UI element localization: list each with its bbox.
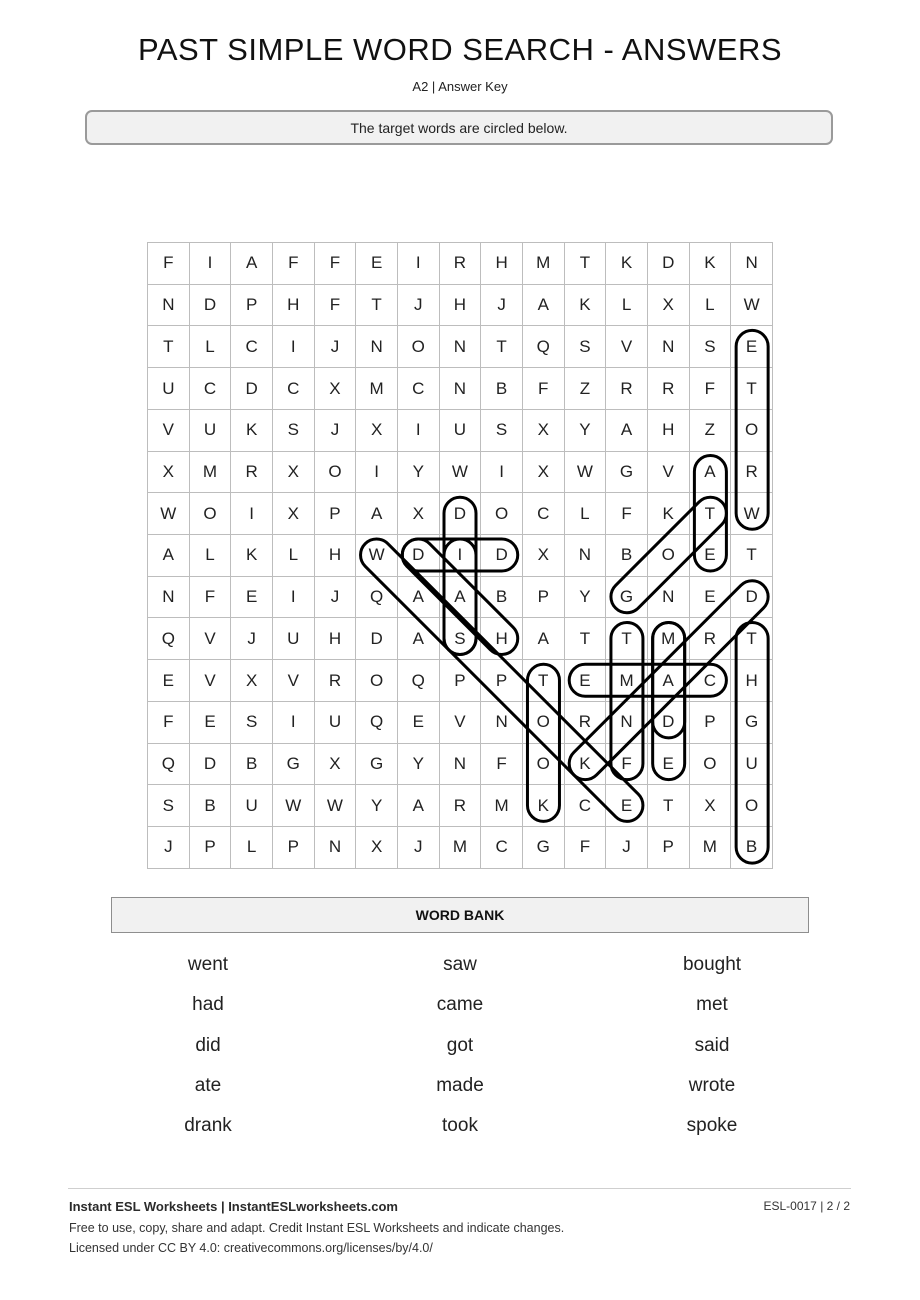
grid-cell: X bbox=[689, 785, 731, 827]
grid-cell: R bbox=[314, 660, 356, 702]
grid-cell: U bbox=[189, 409, 231, 451]
grid-cell: H bbox=[272, 284, 314, 326]
grid-cell: L bbox=[606, 284, 648, 326]
grid-cell: I bbox=[272, 576, 314, 618]
grid-cell: G bbox=[731, 701, 773, 743]
word-bank-word: said bbox=[694, 1034, 730, 1056]
grid-cell: I bbox=[272, 701, 314, 743]
grid-cell: A bbox=[689, 451, 731, 493]
grid-cell: I bbox=[481, 451, 523, 493]
grid-cell: V bbox=[148, 409, 190, 451]
grid-cell: N bbox=[439, 743, 481, 785]
grid-cell: J bbox=[314, 576, 356, 618]
letter-grid-table bbox=[147, 242, 773, 869]
footer-divider bbox=[68, 1188, 851, 1189]
grid-cell: O bbox=[731, 409, 773, 451]
grid-cell: C bbox=[689, 660, 731, 702]
grid-cell: O bbox=[522, 743, 564, 785]
grid-cell: F bbox=[272, 243, 314, 285]
grid-cell: H bbox=[647, 409, 689, 451]
grid-cell: K bbox=[647, 493, 689, 535]
grid-cell: M bbox=[647, 618, 689, 660]
grid-cell: F bbox=[606, 493, 648, 535]
word-search-grid bbox=[147, 242, 773, 868]
grid-cell: I bbox=[189, 243, 231, 285]
grid-cell: F bbox=[481, 743, 523, 785]
grid-cell: W bbox=[356, 535, 398, 577]
word-bank-word: met bbox=[696, 994, 728, 1016]
grid-cell: H bbox=[481, 618, 523, 660]
grid-cell: N bbox=[356, 326, 398, 368]
grid-row bbox=[148, 284, 773, 326]
grid-cell: F bbox=[606, 743, 648, 785]
grid-cell: B bbox=[189, 785, 231, 827]
footer-license-line: Free to use, copy, share and adapt. Credit Instant ESL Worksheets and indicate changes. bbox=[69, 1221, 565, 1235]
grid-row bbox=[148, 326, 773, 368]
grid-cell: H bbox=[481, 243, 523, 285]
grid-row bbox=[148, 576, 773, 618]
grid-cell: Y bbox=[564, 409, 606, 451]
grid-cell: B bbox=[481, 576, 523, 618]
grid-cell: L bbox=[189, 535, 231, 577]
footer-brand: Instant ESL Worksheets | InstantESLworksheets.com bbox=[69, 1199, 398, 1214]
grid-cell: A bbox=[522, 284, 564, 326]
grid-cell: T bbox=[731, 535, 773, 577]
grid-cell: S bbox=[148, 785, 190, 827]
grid-cell: O bbox=[522, 701, 564, 743]
grid-cell: P bbox=[231, 284, 273, 326]
grid-row bbox=[148, 535, 773, 577]
grid-cell: O bbox=[647, 535, 689, 577]
grid-cell: L bbox=[564, 493, 606, 535]
grid-cell: S bbox=[231, 701, 273, 743]
grid-cell: Y bbox=[397, 451, 439, 493]
grid-cell: W bbox=[272, 785, 314, 827]
grid-row bbox=[148, 493, 773, 535]
grid-cell: O bbox=[689, 743, 731, 785]
grid-cell: M bbox=[689, 827, 731, 869]
grid-cell: J bbox=[481, 284, 523, 326]
grid-cell: V bbox=[189, 660, 231, 702]
grid-cell: E bbox=[689, 576, 731, 618]
grid-cell: K bbox=[231, 409, 273, 451]
grid-cell: Q bbox=[397, 660, 439, 702]
grid-cell: U bbox=[314, 701, 356, 743]
grid-row bbox=[148, 827, 773, 869]
grid-cell: T bbox=[356, 284, 398, 326]
grid-cell: Z bbox=[564, 368, 606, 410]
grid-cell: A bbox=[397, 785, 439, 827]
grid-cell: N bbox=[481, 701, 523, 743]
grid-cell: C bbox=[522, 493, 564, 535]
grid-cell: A bbox=[397, 576, 439, 618]
grid-cell: G bbox=[272, 743, 314, 785]
grid-cell: G bbox=[606, 576, 648, 618]
grid-cell: O bbox=[189, 493, 231, 535]
grid-cell: F bbox=[148, 701, 190, 743]
grid-cell: S bbox=[439, 618, 481, 660]
grid-row bbox=[148, 243, 773, 285]
grid-cell: N bbox=[148, 284, 190, 326]
grid-row bbox=[148, 618, 773, 660]
instruction-text: The target words are circled below. bbox=[350, 119, 568, 136]
grid-cell: Q bbox=[148, 618, 190, 660]
grid-cell: Q bbox=[356, 701, 398, 743]
grid-cell: M bbox=[522, 243, 564, 285]
grid-cell: Q bbox=[356, 576, 398, 618]
word-bank-title: WORD BANK bbox=[415, 907, 505, 923]
grid-cell: X bbox=[522, 535, 564, 577]
grid-row bbox=[148, 409, 773, 451]
page-subtitle: A2 | Answer Key bbox=[412, 79, 508, 94]
word-bank-word: had bbox=[192, 994, 224, 1016]
grid-cell: W bbox=[148, 493, 190, 535]
grid-cell: G bbox=[606, 451, 648, 493]
grid-cell: H bbox=[439, 284, 481, 326]
grid-cell: S bbox=[689, 326, 731, 368]
grid-cell: L bbox=[231, 827, 273, 869]
grid-cell: Y bbox=[397, 743, 439, 785]
grid-cell: F bbox=[314, 284, 356, 326]
grid-cell: R bbox=[647, 368, 689, 410]
word-bank-word: wrote bbox=[688, 1075, 736, 1097]
grid-cell: O bbox=[314, 451, 356, 493]
grid-cell: X bbox=[522, 409, 564, 451]
grid-cell: V bbox=[189, 618, 231, 660]
grid-cell: A bbox=[397, 618, 439, 660]
grid-row bbox=[148, 701, 773, 743]
grid-cell: N bbox=[647, 576, 689, 618]
word-bank-word: got bbox=[446, 1034, 474, 1056]
grid-cell: K bbox=[606, 243, 648, 285]
grid-cell: D bbox=[356, 618, 398, 660]
grid-cell: P bbox=[481, 660, 523, 702]
grid-row bbox=[148, 660, 773, 702]
grid-cell: V bbox=[606, 326, 648, 368]
grid-cell: I bbox=[272, 326, 314, 368]
grid-cell: J bbox=[606, 827, 648, 869]
grid-cell: X bbox=[272, 493, 314, 535]
grid-cell: I bbox=[397, 243, 439, 285]
grid-cell: D bbox=[189, 743, 231, 785]
grid-cell: F bbox=[689, 368, 731, 410]
grid-cell: T bbox=[606, 618, 648, 660]
grid-cell: J bbox=[148, 827, 190, 869]
grid-cell: S bbox=[564, 326, 606, 368]
grid-cell: C bbox=[397, 368, 439, 410]
grid-cell: A bbox=[148, 535, 190, 577]
grid-cell: D bbox=[231, 368, 273, 410]
grid-cell: C bbox=[231, 326, 273, 368]
grid-cell: K bbox=[522, 785, 564, 827]
grid-cell: M bbox=[481, 785, 523, 827]
grid-cell: T bbox=[647, 785, 689, 827]
grid-cell: T bbox=[148, 326, 190, 368]
grid-cell: R bbox=[439, 243, 481, 285]
word-bank-word: took bbox=[442, 1115, 478, 1137]
grid-cell: B bbox=[481, 368, 523, 410]
grid-cell: Q bbox=[148, 743, 190, 785]
word-bank-row bbox=[82, 1106, 838, 1146]
grid-cell: W bbox=[731, 493, 773, 535]
grid-cell: E bbox=[356, 243, 398, 285]
grid-cell: I bbox=[397, 409, 439, 451]
grid-cell: Q bbox=[522, 326, 564, 368]
word-bank-row bbox=[82, 985, 838, 1025]
grid-cell: W bbox=[731, 284, 773, 326]
footer-page-id: ESL-0017 | 2 / 2 bbox=[763, 1199, 850, 1213]
word-bank-word: bought bbox=[682, 954, 742, 976]
instruction-box bbox=[85, 110, 833, 145]
word-bank-word: came bbox=[436, 994, 484, 1016]
grid-cell: K bbox=[689, 243, 731, 285]
grid-cell: G bbox=[522, 827, 564, 869]
grid-cell: P bbox=[522, 576, 564, 618]
grid-cell: E bbox=[606, 785, 648, 827]
grid-cell: J bbox=[314, 409, 356, 451]
grid-cell: R bbox=[439, 785, 481, 827]
grid-cell: J bbox=[314, 326, 356, 368]
grid-cell: N bbox=[647, 326, 689, 368]
grid-cell: E bbox=[689, 535, 731, 577]
grid-cell: O bbox=[356, 660, 398, 702]
grid-row bbox=[148, 743, 773, 785]
grid-cell: N bbox=[731, 243, 773, 285]
grid-cell: J bbox=[397, 284, 439, 326]
grid-cell: N bbox=[148, 576, 190, 618]
word-bank-header bbox=[111, 897, 809, 933]
grid-cell: J bbox=[231, 618, 273, 660]
grid-cell: R bbox=[564, 701, 606, 743]
grid-cell: K bbox=[564, 284, 606, 326]
grid-cell: S bbox=[272, 409, 314, 451]
grid-cell: X bbox=[356, 827, 398, 869]
word-bank-word: drank bbox=[184, 1115, 232, 1137]
grid-cell: P bbox=[647, 827, 689, 869]
grid-cell: D bbox=[731, 576, 773, 618]
grid-cell: O bbox=[731, 785, 773, 827]
grid-cell: O bbox=[397, 326, 439, 368]
grid-cell: F bbox=[148, 243, 190, 285]
grid-cell: S bbox=[481, 409, 523, 451]
grid-cell: U bbox=[231, 785, 273, 827]
grid-cell: O bbox=[481, 493, 523, 535]
grid-cell: D bbox=[647, 243, 689, 285]
grid-cell: E bbox=[397, 701, 439, 743]
grid-cell: A bbox=[231, 243, 273, 285]
grid-cell: A bbox=[356, 493, 398, 535]
grid-cell: E bbox=[647, 743, 689, 785]
grid-cell: M bbox=[356, 368, 398, 410]
grid-cell: X bbox=[397, 493, 439, 535]
grid-cell: R bbox=[606, 368, 648, 410]
grid-row bbox=[148, 368, 773, 410]
grid-cell: X bbox=[272, 451, 314, 493]
grid-cell: X bbox=[647, 284, 689, 326]
grid-cell: A bbox=[439, 576, 481, 618]
grid-cell: T bbox=[731, 618, 773, 660]
grid-cell: T bbox=[481, 326, 523, 368]
grid-cell: Y bbox=[356, 785, 398, 827]
grid-cell: B bbox=[731, 827, 773, 869]
grid-cell: F bbox=[314, 243, 356, 285]
grid-cell: W bbox=[564, 451, 606, 493]
grid-cell: A bbox=[522, 618, 564, 660]
word-bank-word: made bbox=[436, 1075, 484, 1097]
grid-cell: L bbox=[272, 535, 314, 577]
grid-cell: M bbox=[439, 827, 481, 869]
grid-cell: A bbox=[606, 409, 648, 451]
grid-cell: P bbox=[314, 493, 356, 535]
grid-cell: P bbox=[689, 701, 731, 743]
grid-cell: B bbox=[231, 743, 273, 785]
grid-cell: N bbox=[439, 326, 481, 368]
grid-cell: I bbox=[356, 451, 398, 493]
grid-cell: C bbox=[189, 368, 231, 410]
grid-cell: D bbox=[397, 535, 439, 577]
grid-cell: U bbox=[439, 409, 481, 451]
grid-cell: C bbox=[272, 368, 314, 410]
grid-cell: T bbox=[564, 243, 606, 285]
word-bank-word: ate bbox=[194, 1075, 222, 1097]
grid-cell: W bbox=[439, 451, 481, 493]
grid-cell: E bbox=[731, 326, 773, 368]
grid-cell: X bbox=[314, 743, 356, 785]
grid-cell: T bbox=[731, 368, 773, 410]
grid-cell: X bbox=[314, 368, 356, 410]
grid-cell: C bbox=[564, 785, 606, 827]
grid-cell: T bbox=[522, 660, 564, 702]
grid-cell: T bbox=[689, 493, 731, 535]
word-bank-word: went bbox=[187, 954, 229, 976]
grid-cell: R bbox=[231, 451, 273, 493]
word-bank-row bbox=[82, 945, 838, 985]
word-bank-list bbox=[82, 945, 838, 1146]
grid-cell: A bbox=[647, 660, 689, 702]
grid-cell: G bbox=[356, 743, 398, 785]
grid-cell: C bbox=[481, 827, 523, 869]
grid-cell: K bbox=[231, 535, 273, 577]
grid-cell: P bbox=[272, 827, 314, 869]
grid-row bbox=[148, 451, 773, 493]
grid-cell: U bbox=[148, 368, 190, 410]
grid-cell: H bbox=[314, 535, 356, 577]
grid-cell: I bbox=[439, 535, 481, 577]
grid-cell: X bbox=[356, 409, 398, 451]
grid-cell: I bbox=[231, 493, 273, 535]
grid-cell: E bbox=[231, 576, 273, 618]
grid-cell: U bbox=[272, 618, 314, 660]
grid-cell: R bbox=[689, 618, 731, 660]
grid-cell: W bbox=[314, 785, 356, 827]
grid-cell: F bbox=[189, 576, 231, 618]
grid-cell: E bbox=[564, 660, 606, 702]
grid-cell: U bbox=[731, 743, 773, 785]
grid-cell: V bbox=[272, 660, 314, 702]
grid-cell: D bbox=[189, 284, 231, 326]
grid-cell: N bbox=[439, 368, 481, 410]
grid-cell: J bbox=[397, 827, 439, 869]
grid-cell: L bbox=[689, 284, 731, 326]
grid-cell: M bbox=[189, 451, 231, 493]
word-bank-word: spoke bbox=[686, 1115, 738, 1137]
grid-cell: N bbox=[606, 701, 648, 743]
grid-cell: Z bbox=[689, 409, 731, 451]
grid-cell: L bbox=[189, 326, 231, 368]
grid-cell: X bbox=[148, 451, 190, 493]
grid-cell: K bbox=[564, 743, 606, 785]
grid-cell: Y bbox=[564, 576, 606, 618]
grid-cell: F bbox=[522, 368, 564, 410]
grid-cell: V bbox=[439, 701, 481, 743]
grid-row bbox=[148, 785, 773, 827]
grid-cell: X bbox=[231, 660, 273, 702]
grid-cell: E bbox=[148, 660, 190, 702]
grid-cell: M bbox=[606, 660, 648, 702]
grid-cell: T bbox=[564, 618, 606, 660]
footer-license-line: Licensed under CC BY 4.0: creativecommons.org/licenses/by/4.0/ bbox=[69, 1241, 433, 1255]
grid-cell: V bbox=[647, 451, 689, 493]
grid-cell: B bbox=[606, 535, 648, 577]
grid-cell: F bbox=[564, 827, 606, 869]
word-bank-word: did bbox=[195, 1034, 221, 1056]
grid-cell: D bbox=[439, 493, 481, 535]
grid-cell: N bbox=[564, 535, 606, 577]
grid-cell: E bbox=[189, 701, 231, 743]
grid-cell: D bbox=[481, 535, 523, 577]
grid-cell: H bbox=[731, 660, 773, 702]
grid-cell: N bbox=[314, 827, 356, 869]
word-bank-row bbox=[82, 1026, 838, 1066]
grid-cell: P bbox=[189, 827, 231, 869]
grid-cell: H bbox=[314, 618, 356, 660]
grid-cell: P bbox=[439, 660, 481, 702]
grid-cell: R bbox=[731, 451, 773, 493]
grid-cell: D bbox=[647, 701, 689, 743]
grid-cell: X bbox=[522, 451, 564, 493]
word-bank-row bbox=[82, 1066, 838, 1106]
page-title: PAST SIMPLE WORD SEARCH - ANSWERS bbox=[137, 32, 783, 67]
word-bank-word: saw bbox=[443, 954, 477, 976]
